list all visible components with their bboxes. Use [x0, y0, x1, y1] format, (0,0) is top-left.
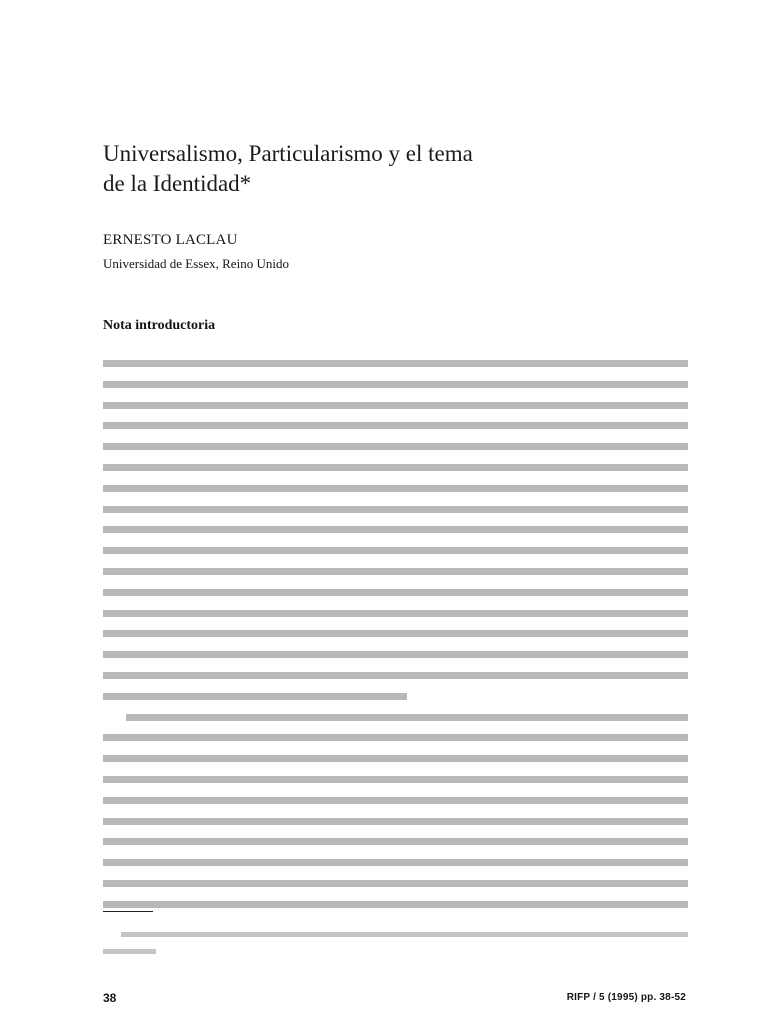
text-line	[103, 422, 688, 429]
footnote-divider	[103, 911, 153, 912]
author-affiliation: Universidad de Essex, Reino Unido	[103, 256, 289, 271]
text-line	[103, 526, 688, 533]
section-heading: Nota introductoria	[103, 318, 216, 333]
footnote-placeholder	[103, 932, 688, 966]
text-line	[103, 776, 688, 783]
text-line	[103, 506, 688, 513]
page-number: 38	[103, 991, 117, 1005]
footnote-line	[121, 932, 688, 937]
text-line	[103, 859, 688, 866]
text-line	[103, 485, 688, 492]
journal-reference: RIFP / 5 (1995) pp. 38-52	[566, 992, 686, 1003]
text-line	[103, 464, 688, 471]
body-text-placeholder	[103, 360, 688, 922]
text-line	[103, 797, 688, 804]
text-line	[103, 755, 688, 762]
text-line	[103, 672, 688, 679]
text-line	[103, 547, 688, 554]
text-line	[103, 838, 688, 845]
text-line	[103, 568, 688, 575]
text-line	[103, 402, 688, 409]
article-title	[103, 139, 663, 199]
author-name: ERNESTO LACLAU	[103, 232, 238, 248]
text-line	[126, 714, 688, 721]
text-line	[103, 880, 688, 887]
text-line	[103, 734, 688, 741]
text-line	[103, 381, 688, 388]
article-title-line-1: Universalismo, Particularismo y el tema	[103, 141, 473, 166]
text-line	[103, 630, 688, 637]
text-line	[103, 651, 688, 658]
text-line	[103, 901, 688, 908]
footnote-line	[103, 949, 156, 954]
article-title-line-2: de la Identidad*	[103, 171, 252, 196]
text-line	[103, 589, 688, 596]
text-line	[103, 443, 688, 450]
text-line	[103, 360, 688, 367]
text-line	[103, 693, 407, 700]
text-line	[103, 610, 688, 617]
text-line	[103, 818, 688, 825]
